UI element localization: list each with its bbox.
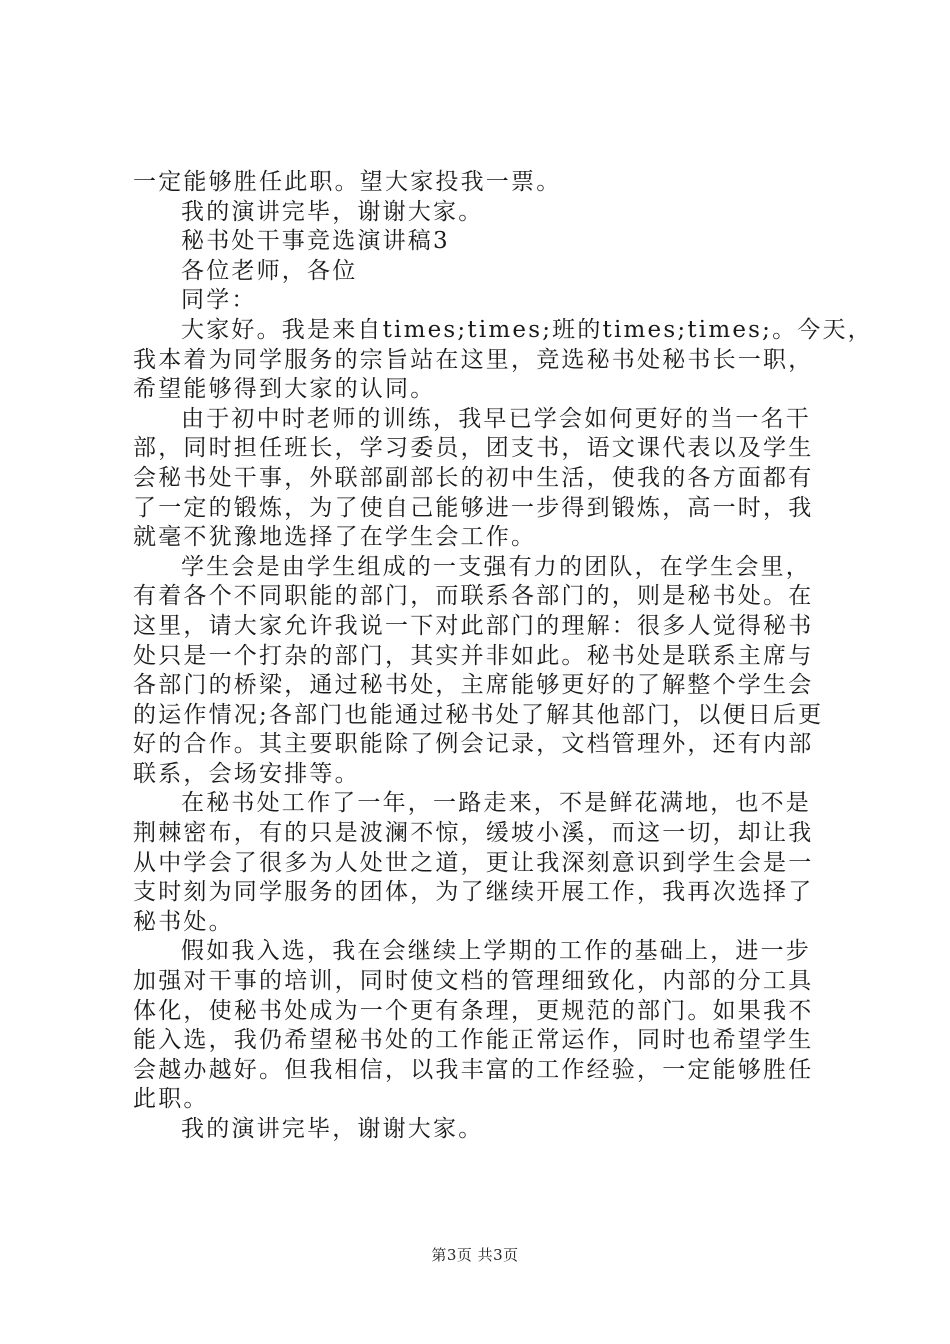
text-line: 秘书处。 xyxy=(133,908,234,935)
text-line: 一定能够胜任此职。望大家投我一票。 xyxy=(133,169,562,195)
text-line: 的运作情况;各部门也能通过秘书处了解其他部门，以便日后更 xyxy=(133,701,824,728)
text-line: 此职。 xyxy=(133,1086,209,1113)
text-line: 从中学会了很多为人处世之道，更让我深刻意识到学生会是一 xyxy=(133,849,814,876)
text-line: 有着各个不同职能的部门，而联系各部门的，则是秘书处。在 xyxy=(133,583,814,610)
text-line: 处只是一个打杂的部门，其实并非如此。秘书处是联系主席与 xyxy=(133,642,814,669)
text-line: 由于初中时老师的训练，我早已学会如何更好的当一名干 xyxy=(181,405,811,432)
text-line: 了一定的锻炼，为了使自己能够进一步得到锻炼，高一时，我 xyxy=(133,494,814,521)
text-line: 这里，请大家允许我说一下对此部门的理解：很多人觉得秘书 xyxy=(133,612,814,639)
text-line: 体化，使秘书处成为一个更有条理，更规范的部门。如果我不 xyxy=(133,997,814,1024)
text-line: 加强对干事的培训，同时使文档的管理细致化，内部的分工具 xyxy=(133,968,814,995)
text-line: 在秘书处工作了一年，一路走来，不是鲜花满地，也不是 xyxy=(181,790,811,817)
text-line: 就毫不犹豫地选择了在学生会工作。 xyxy=(133,524,537,551)
text-line: 我的演讲完毕，谢谢大家。 xyxy=(181,198,484,225)
text-line: 学生会是由学生组成的一支强有力的团队，在学生会里， xyxy=(181,553,811,580)
text-line: 我本着为同学服务的宗旨站在这里，竞选秘书处秘书长一职， xyxy=(133,346,814,373)
text-line: 各部门的桥梁，通过秘书处，主席能够更好的了解整个学生会 xyxy=(133,672,814,699)
text-line: 同学： xyxy=(181,287,257,314)
text-line: 能入选，我仍希望秘书处的工作能正常运作，同时也希望学生 xyxy=(133,1027,814,1054)
text-line: 荆棘密布，有的只是波澜不惊，缓坡小溪，而这一切，却让我 xyxy=(133,820,814,847)
text-line: 希望能够得到大家的认同。 xyxy=(133,376,436,403)
text-line: 我的演讲完毕，谢谢大家。 xyxy=(181,1116,484,1142)
text-line: 会秘书处干事，外联部副部长的初中生活，使我的各方面都有 xyxy=(133,464,814,491)
text-line: 支时刻为同学服务的团体，为了继续开展工作，我再次选择了 xyxy=(133,879,814,906)
text-line: 好的合作。其主要职能除了例会记录，文档管理外，还有内部 xyxy=(133,731,814,758)
text-line: 部，同时担任班长，学习委员，团支书，语文课代表以及学生 xyxy=(133,435,814,462)
text-line: 秘书处干事竞选演讲稿3 xyxy=(181,228,450,255)
text-line: 联系，会场安排等。 xyxy=(133,760,360,787)
text-line: 大家好。我是来自times;times;班的times;times;。今天， xyxy=(181,316,873,343)
document-body xyxy=(133,168,873,1145)
page-footer: 第3页 共3页 xyxy=(431,1246,519,1264)
text-line: 各位老师，各位 xyxy=(181,257,358,284)
text-line: 假如我入选，我在会继续上学期的工作的基础上，进一步 xyxy=(181,938,811,965)
text-line: 会越办越好。但我相信，以我丰富的工作经验，一定能够胜任 xyxy=(133,1056,814,1083)
